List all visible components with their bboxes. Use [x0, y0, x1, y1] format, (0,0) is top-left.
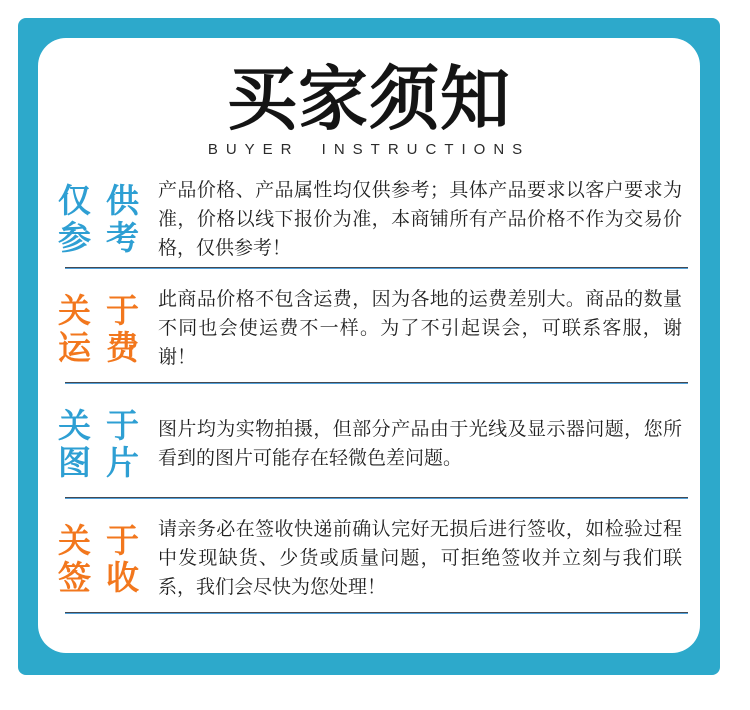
section-reference-only: [38, 169, 700, 269]
section-label-pictures: [58, 407, 158, 481]
notice-card: [38, 38, 700, 653]
page-subtitle: BUYER INSTRUCTIONS: [207, 141, 531, 158]
section-text-reference: 产品价格、产品属性均仅供参考；具体产品要求以客户要求为准，价格以线下报价为准，本商铺所有产品价格不作为交易价格，仅供参考！: [158, 179, 682, 259]
section-text-sign: 请亲务必在签收快递前确认完好无损后进行签收，如检验过程中发现缺货、少货或质量问题，可拒绝签收并立刻与我们联系，我们会尽快为您处理！: [158, 519, 682, 598]
label-line-2: 参考: [58, 219, 154, 256]
label-line-1: 关于: [58, 521, 154, 559]
notice-sections: [38, 169, 700, 614]
section-divider: [65, 612, 688, 614]
teal-frame: [18, 18, 720, 675]
section-text-pictures: 图片均为实物拍摄，但部分产品由于光线及显示器问题，您所看到的图片可能存在轻微色差问题。: [158, 418, 682, 469]
section-pictures: [38, 384, 700, 499]
label-line-2: 运费: [58, 328, 154, 366]
label-line-2: 图片: [58, 443, 154, 481]
page-title: 买家须知: [227, 60, 511, 138]
section-text-shipping: 此商品价格不包含运费，因为各地的运费差别大。商品的数量不同也会使运费不一样。为了不引起误会，可联系客服，谢谢！: [158, 289, 682, 368]
label-line-1: 关于: [58, 406, 154, 444]
section-sign-receipt: [38, 499, 700, 614]
section-label-reference: [58, 182, 158, 256]
section-shipping-fee: [38, 269, 700, 384]
header: [38, 60, 700, 159]
label-line-1: 仅供: [58, 182, 154, 219]
label-line-2: 签收: [58, 558, 154, 596]
section-label-shipping: [58, 292, 158, 366]
section-label-sign: [58, 522, 158, 596]
label-line-1: 关于: [58, 291, 154, 329]
